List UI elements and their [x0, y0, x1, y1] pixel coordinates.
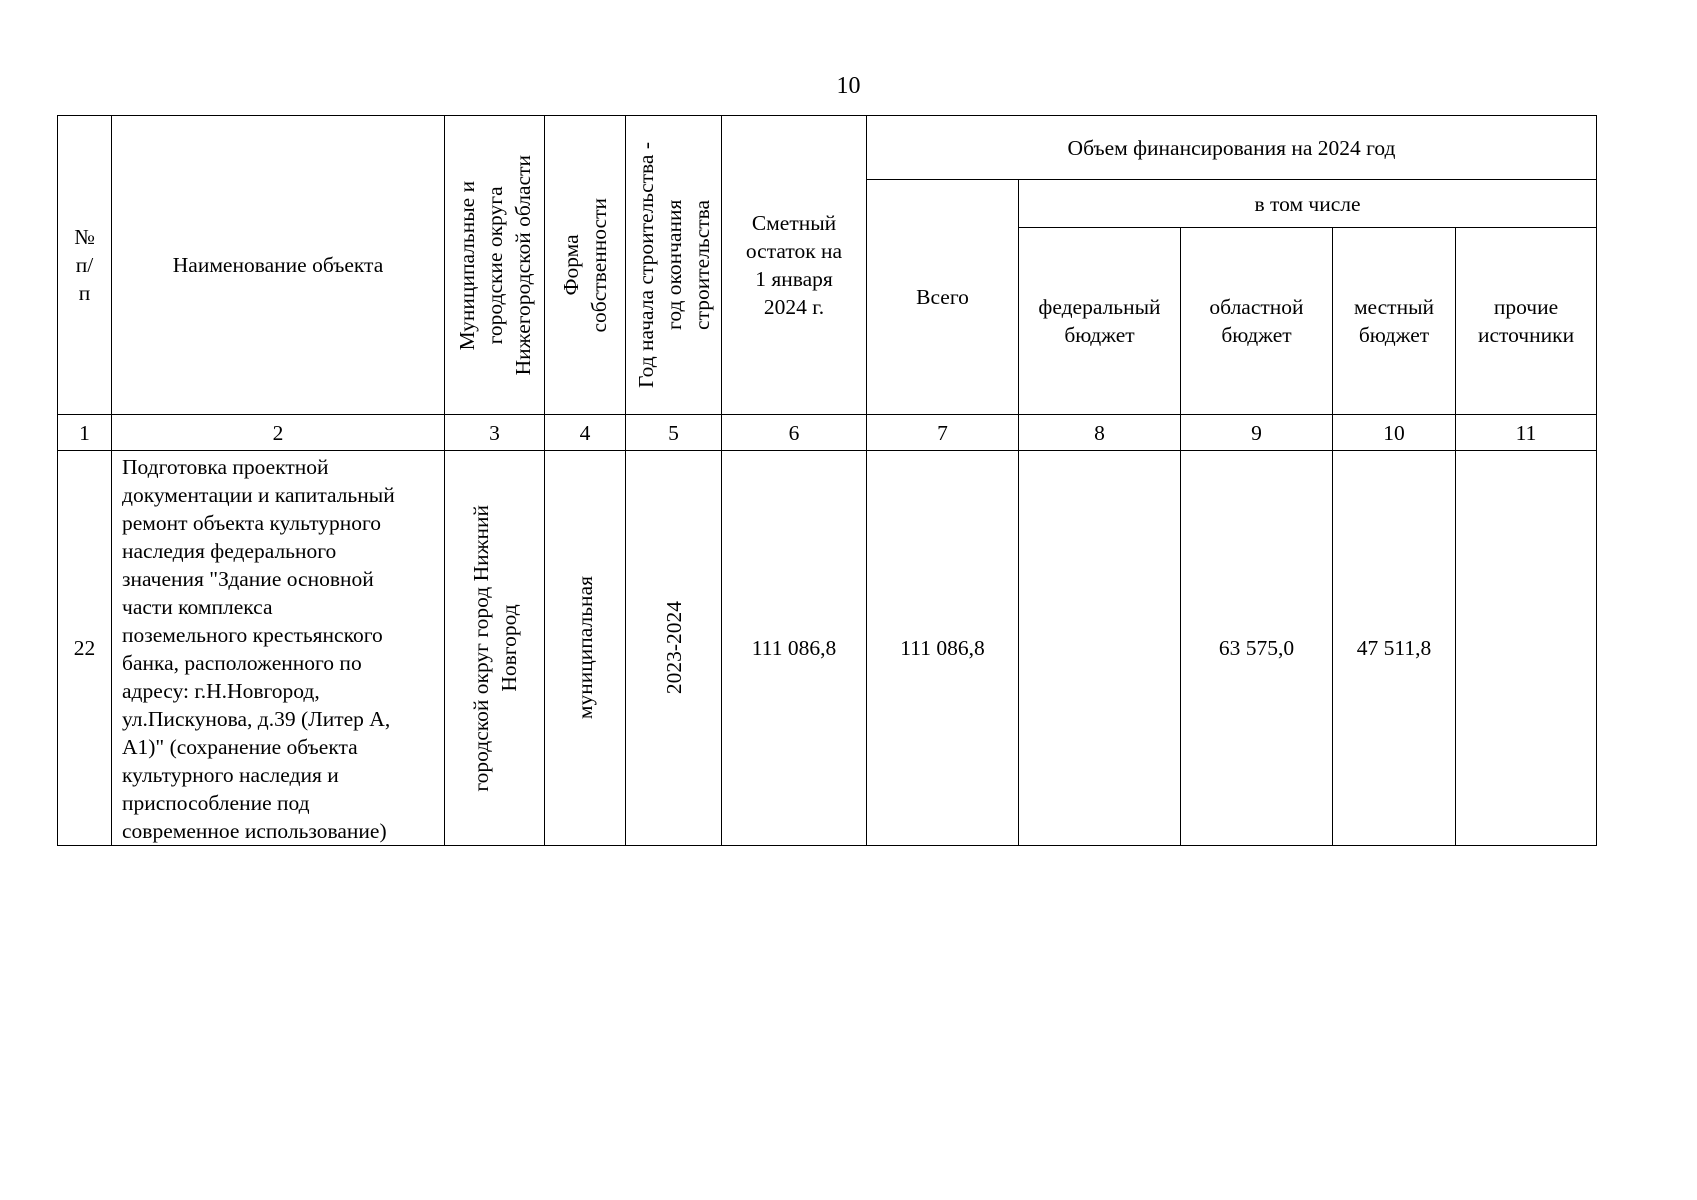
- column-number: 9: [1181, 415, 1333, 451]
- header-municipal: [445, 116, 545, 415]
- header-name: Наименование объекта: [112, 116, 445, 415]
- header-ownership-text: Форма собственности: [559, 197, 611, 333]
- column-number: 5: [626, 415, 722, 451]
- header-other: прочие источники: [1456, 228, 1597, 415]
- row-regional: 63 575,0: [1181, 451, 1333, 846]
- table-row: [58, 451, 1597, 846]
- column-number: 8: [1019, 415, 1181, 451]
- row-municipal-text: городской округ город Нижний Новгород: [468, 504, 521, 792]
- row-municipal: [445, 451, 545, 846]
- header-local: местный бюджет: [1333, 228, 1456, 415]
- header-funding: Объем финансирования на 2024 год: [867, 116, 1597, 180]
- column-number: 6: [722, 415, 867, 451]
- header-regional: областной бюджет: [1181, 228, 1333, 415]
- column-number: 1: [58, 415, 112, 451]
- header-estimate: Сметный остаток на 1 января 2024 г.: [722, 116, 867, 415]
- row-total: 111 086,8: [867, 451, 1019, 846]
- row-ownership-text: муниципальная: [573, 576, 597, 720]
- header-years: [626, 116, 722, 415]
- header-ownership: [545, 116, 626, 415]
- row-federal: [1019, 451, 1181, 846]
- header-including: в том числе: [1019, 180, 1597, 228]
- header-num: № п/ п: [58, 116, 112, 415]
- header-row-1: [58, 116, 1597, 180]
- row-ownership: [545, 451, 626, 846]
- column-number: 11: [1456, 415, 1597, 451]
- header-municipal-text: Муниципальные и городские округа Нижегородской области: [454, 154, 535, 376]
- header-federal: федеральный бюджет: [1019, 228, 1181, 415]
- header-total: Всего: [867, 180, 1019, 415]
- financing-table: [57, 115, 1597, 846]
- page-number: 10: [836, 73, 861, 99]
- header-years-text: Год начала строительства - год окончания строительства: [633, 142, 714, 388]
- column-number-row: [58, 415, 1597, 451]
- row-name: Подготовка проектной документации и капитальный ремонт объекта культурного наследия федерального значения "Здание основной части комплекса поземельного крестьянского банка, расположенного по адресу: г.Н.Новгород, ул.Пискунова, д.39 (Литер А, А1)" (сохранение объекта культурного наследия и приспособление под современное использование): [112, 451, 445, 846]
- row-other: [1456, 451, 1597, 846]
- row-local: 47 511,8: [1333, 451, 1456, 846]
- column-number: 2: [112, 415, 445, 451]
- column-number: 3: [445, 415, 545, 451]
- row-years-text: 2023-2024: [661, 601, 686, 695]
- column-number: 7: [867, 415, 1019, 451]
- column-number: 10: [1333, 415, 1456, 451]
- row-estimate: 111 086,8: [722, 451, 867, 846]
- column-number: 4: [545, 415, 626, 451]
- row-num: 22: [58, 451, 112, 846]
- row-years: [626, 451, 722, 846]
